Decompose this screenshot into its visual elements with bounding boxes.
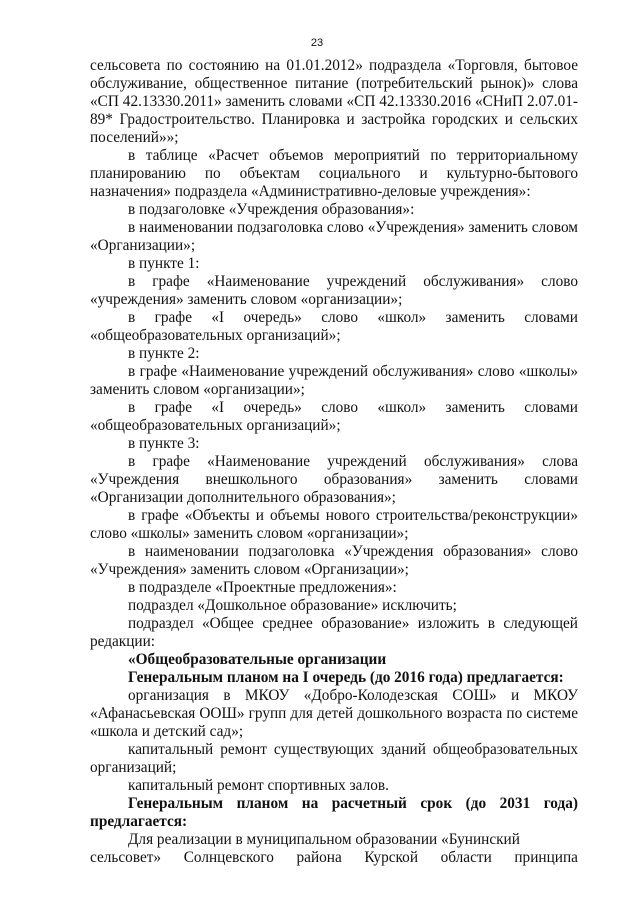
paragraph: капитальный ремонт спортивных залов. — [128, 777, 389, 794]
word: области — [440, 849, 492, 866]
word: района — [296, 849, 342, 866]
paragraph: Для реализации в муниципальном образовании «Бунинский — [128, 831, 520, 848]
section-subheading: Генеральным планом на расчетный срок (до 2031 года) предлагается: — [90, 795, 578, 830]
paragraph: в наименовании подзаголовка «Учреждения образования» слово «Учреждения» заменить словом «Организации»; — [90, 543, 578, 578]
section-heading: «Общеобразовательные организации — [128, 651, 387, 668]
word: Курской — [364, 849, 419, 866]
paragraph: в таблице «Расчет объемов мероприятий по территориальному планированию по объектам социального и культурно-бытового назначения» подраздела «Административно-деловые учреждения»: — [90, 147, 578, 200]
paragraph: в подзаголовке «Учреждения образования»: — [128, 201, 415, 218]
word: Солнцевского — [183, 849, 274, 866]
paragraph: в пункте 1: — [128, 255, 200, 272]
section-subheading: Генеральным планом на I очередь (до 2016 года) предлагается: — [128, 669, 564, 686]
paragraph: подраздел «Дошкольное образование» исключить; — [128, 597, 457, 614]
document-body — [90, 57, 578, 867]
paragraph: подраздел «Общее среднее образование» изложить в следующей редакции: — [90, 615, 578, 650]
paragraph: в графе «Объекты и объемы нового строительства/реконструкции» слово «школы» заменить словом «организации»; — [90, 507, 578, 542]
paragraph: в наименовании подзаголовка слово «Учреждения» заменить словом «Организации»; — [90, 219, 578, 254]
paragraph: организация в МКОУ «Добро-Колодезская СОШ» и МКОУ «Афанасьевская ООШ» групп для детей дошкольного возраста по системе «школа и детский сад»; — [90, 687, 578, 740]
paragraph: сельсовета по состоянию на 01.01.2012» подраздела «Торговля, бытовое обслуживание, общественное питание (потребительский рынок)» слова «СП 42.13330.2011» заменить словами «СП 42.13330.2016 «СНиП 2.07.01-89* Градостроительство. Планировка и застройка городских и сельских поселений»»; — [90, 57, 578, 146]
word: сельсовет» — [90, 849, 162, 866]
word: принципа — [514, 849, 578, 866]
paragraph: в графе «Наименование учреждений обслуживания» слово «учреждения» заменить словом «организации»; — [90, 273, 578, 308]
paragraph: в графе «I очередь» слово «школ» заменить словами «общеобразовательных организаций»; — [90, 399, 578, 434]
paragraph: в пункте 2: — [128, 345, 200, 362]
paragraph: в подразделе «Проектные предложения»: — [128, 579, 397, 596]
paragraph: в графе «I очередь» слово «школ» заменить словами «общеобразовательных организаций»; — [90, 309, 578, 344]
paragraph-continuation — [90, 849, 578, 867]
paragraph: в пункте 3: — [128, 435, 200, 452]
paragraph: в графе «Наименование учреждений обслуживания» слова «Учреждения внешкольного образования» заменить словами «Организации дополнительного образования»; — [90, 453, 578, 506]
paragraph: в графе «Наименование учреждений обслуживания» слово «школы» заменить словом «организации»; — [90, 363, 578, 398]
paragraph: капитальный ремонт существующих зданий общеобразовательных организаций; — [90, 741, 578, 776]
page-number: 23 — [310, 37, 324, 49]
